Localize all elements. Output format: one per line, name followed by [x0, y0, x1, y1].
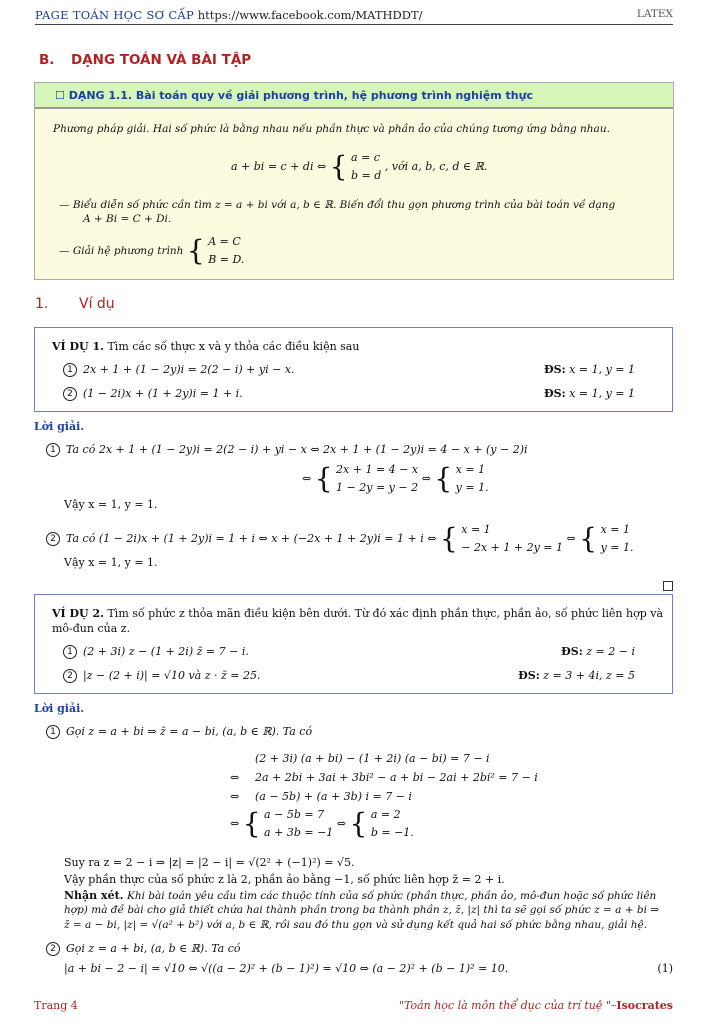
system-line: b = d	[351, 169, 382, 182]
answer-label: ĐS:	[544, 363, 566, 376]
remark-text: z̄ = a − bi, |z| = √(a² + b²) với a, b ∈ ℝ, rồi sau đó thu gọn và sử dụng kết quả hai số phức bằng nhau, giải hệ.	[64, 919, 648, 931]
section-1-heading	[35, 296, 115, 312]
derivation-line: 2a + 2bi + 3ai + 3bi² − a + bi − 2ai + 2bi² = 7 − i	[255, 771, 538, 784]
brace: {	[329, 150, 348, 183]
latex-logo: LATEX	[636, 8, 673, 20]
bullet-1: — Biểu diễn số phức cần tìm z = a + bi với a, b ∈ ℝ. Biến đổi thu gọn phương trình của bài toán về dạng	[59, 199, 616, 211]
iff-symbol: ⇔	[336, 817, 346, 830]
answer-value: z = 2 − i	[586, 645, 635, 658]
item-number: 2	[63, 387, 77, 401]
section-b-heading	[39, 52, 251, 68]
part-intro: Gọi z = a + bi, (a, b ∈ ℝ). Ta có	[66, 942, 241, 955]
bullet-2-text: — Giải hệ phương trình	[59, 245, 184, 257]
item-number: 1	[63, 645, 77, 659]
brace: {	[349, 807, 368, 840]
system-line: a − 5b = 7	[264, 808, 325, 821]
quote-author: Isocrates	[616, 999, 673, 1012]
formula-left: a + bi = c + di ⇔	[231, 160, 327, 173]
section-1-title: Ví dụ	[79, 296, 115, 312]
derivation-iff: ⇔	[230, 771, 240, 784]
answer	[544, 363, 635, 376]
section-b-title: DẠNG TOÁN VÀ BÀI TẬP	[71, 52, 252, 68]
item-equation: 2x + 1 + (1 − 2y)i = 2(2 − i) + yi − x.	[83, 363, 295, 376]
system-line: A = C	[208, 235, 241, 248]
iff-symbol: ⇔	[302, 472, 312, 485]
bullet-1-cont: A + Bi = C + Di.	[83, 213, 172, 225]
solution-1-label: Lời giải.	[34, 420, 85, 433]
system-line: − 2x + 1 + 2y = 1	[461, 541, 564, 554]
example-1-statement	[52, 340, 359, 353]
system-line: 2x + 1 = 4 − x	[336, 463, 419, 476]
quote-text: "Toán học là môn thể dục của trí tuệ "–	[398, 999, 617, 1012]
example-2-box	[34, 594, 673, 694]
method-text: Phương pháp giải. Hai số phức là bằng nhau nếu phần thực và phần ảo của chúng tương ứng bằng nhau.	[53, 123, 610, 135]
brace: {	[439, 522, 458, 555]
answer-label: ĐS:	[518, 669, 540, 682]
remark-label: Nhận xét.	[64, 889, 124, 902]
example-1-label: VÍ DỤ 1.	[52, 340, 104, 353]
brace: {	[242, 807, 261, 840]
brace: {	[314, 462, 333, 495]
solution-2-label: Lời giải.	[34, 702, 85, 715]
remark-text: hợp) mà đề bài cho giả thiết chứa hai thành phần trong ba thành phần z, z̄, |z| thì ta sẽ gọi số phức z = a + bi ⇒	[64, 904, 660, 916]
part-number: 1	[46, 443, 60, 457]
answer-value: z = 3 + 4i, z = 5	[543, 669, 635, 682]
derivation-line: (a − 5b) + (a + 3b) i = 7 − i	[255, 790, 412, 803]
example-1-item	[63, 387, 653, 401]
system-line: x = 1	[600, 523, 630, 536]
solution-1-conclusion: Vậy x = 1, y = 1.	[64, 498, 158, 511]
example-2-text-cont: mô-đun của z.	[52, 622, 131, 635]
example-1-box	[34, 327, 673, 412]
bullet-2-system	[208, 233, 244, 269]
method-box-body	[35, 109, 673, 279]
example-2-item	[63, 645, 653, 659]
system-line: x = 1	[461, 523, 491, 536]
example-1-text: Tìm các số thực x và y thỏa các điều kiện sau	[107, 340, 360, 353]
formula-right: , với a, b, c, d ∈ ℝ.	[384, 160, 488, 173]
iff-symbol: ⇔	[230, 817, 240, 830]
answer-value: x = 1, y = 1	[569, 387, 635, 400]
answer-label: ĐS:	[561, 645, 583, 658]
page-header	[35, 8, 673, 25]
system	[601, 521, 634, 557]
part-2-equation: |a + bi − 2 − i| = √10 ⇔ √((a − 2)² + (b − 1)²) = √10 ⇔ (a − 2)² + (b − 1)² = 10.	[64, 962, 509, 975]
part-number: 1	[46, 725, 60, 739]
answer	[544, 387, 635, 400]
part-number: 2	[46, 942, 60, 956]
system	[336, 461, 418, 497]
footer-quote	[399, 999, 673, 1012]
solution-2-part-2	[46, 942, 241, 956]
solution-2-result: Suy ra z = 2 − i ⇒ |z| = |2 − i| = √(2² + (−1)²) = √5.	[64, 856, 355, 869]
brace: {	[434, 462, 453, 495]
qed-symbol	[663, 581, 673, 591]
section-1-number: 1.	[35, 296, 49, 312]
system-line: a = 2	[370, 808, 401, 821]
answer	[518, 669, 635, 682]
solution-1-conclusion-2: Vậy x = 1, y = 1.	[64, 556, 158, 569]
example-2-text: Tìm số phức z thỏa mãn điều kiện bên dưới. Từ đó xác định phần thực, phần ảo, số phức liên hợp và	[107, 607, 664, 620]
part-equation: Ta có 2x + 1 + (1 − 2y)i = 2(2 − i) + yi − x ⇔ 2x + 1 + (1 − 2y)i = 4 − x + (y − 2)i	[66, 443, 528, 456]
system-line: 1 − 2y = y − 2	[336, 481, 419, 494]
site-url[interactable]: https://www.facebook.com/MATHDDT/	[197, 8, 423, 22]
section-b-number: B.	[39, 52, 55, 68]
system-line: a + 3b = −1	[264, 826, 334, 839]
solution-1-part-2	[46, 521, 634, 557]
example-1-item	[63, 363, 653, 377]
system	[264, 806, 333, 842]
method-box-title: ☐ DẠNG 1.1. Bài toán quy về giải phương trình, hệ phương trình nghiệm thực	[35, 83, 673, 109]
part-equation: Ta có (1 − 2i)x + (1 + 2y)i = 1 + i ⇔ x + (−2x + 1 + 2y)i = 1 + i ⇔	[66, 532, 437, 545]
answer-value: x = 1, y = 1	[569, 363, 635, 376]
page-number: Trang 4	[34, 999, 78, 1012]
item-number: 1	[63, 363, 77, 377]
example-2-statement	[52, 607, 663, 620]
equality-formula	[231, 149, 487, 185]
formula-system	[351, 149, 381, 185]
brace: {	[186, 234, 205, 267]
item-number: 2	[63, 669, 77, 683]
answer	[561, 645, 635, 658]
derivation-iff: ⇔	[230, 790, 240, 803]
item-equation: (2 + 3i) z − (1 + 2i) z̄ = 7 − i.	[83, 645, 249, 658]
part-intro: Gọi z = a + bi ⇒ z̄ = a − bi, (a, b ∈ ℝ). Ta có	[66, 725, 313, 738]
system-line: b = −1.	[370, 826, 414, 839]
remark	[64, 889, 656, 902]
answer-label: ĐS:	[544, 387, 566, 400]
example-2-label: VÍ DỤ 2.	[52, 607, 104, 620]
example-2-item	[63, 669, 653, 683]
method-box	[34, 82, 674, 280]
site-name: PAGE TOÁN HỌC SƠ CẤP	[35, 8, 195, 22]
system-line: B = D.	[208, 253, 245, 266]
remark-text: Khi bài toán yêu cầu tìm các thuộc tính của số phức (phần thực, phần ảo, mô-đun hoặc số phức liên	[126, 890, 657, 902]
bullet-2	[59, 233, 244, 269]
system-line: y = 1.	[600, 541, 634, 554]
system-line: a = c	[351, 151, 380, 164]
solution-1-system	[302, 461, 489, 497]
iff-symbol: ⇔	[566, 532, 576, 545]
solution-2-conclusion: Vậy phần thực của số phức z là 2, phần ảo bằng −1, số phức liên hợp z̄ = 2 + i.	[64, 873, 505, 886]
brace: {	[579, 522, 598, 555]
equation-tag: (1)	[657, 962, 673, 975]
derivation-line: (2 + 3i) (a + bi) − (1 + 2i) (a − bi) = 7 − i	[255, 752, 490, 765]
system-line: y = 1.	[455, 481, 489, 494]
system-line: x = 1	[455, 463, 486, 476]
iff-symbol: ⇔	[421, 472, 431, 485]
item-equation: |z − (2 + i)| = √10 và z · z̄ = 25.	[83, 669, 261, 682]
item-equation: (1 − 2i)x + (1 + 2y)i = 1 + i.	[83, 387, 243, 400]
system	[371, 806, 414, 842]
system	[456, 461, 489, 497]
solution-1-part-1	[46, 443, 528, 457]
system	[461, 521, 563, 557]
part-number: 2	[46, 532, 60, 546]
derivation-system	[230, 806, 414, 842]
solution-2-part-1	[46, 725, 312, 739]
